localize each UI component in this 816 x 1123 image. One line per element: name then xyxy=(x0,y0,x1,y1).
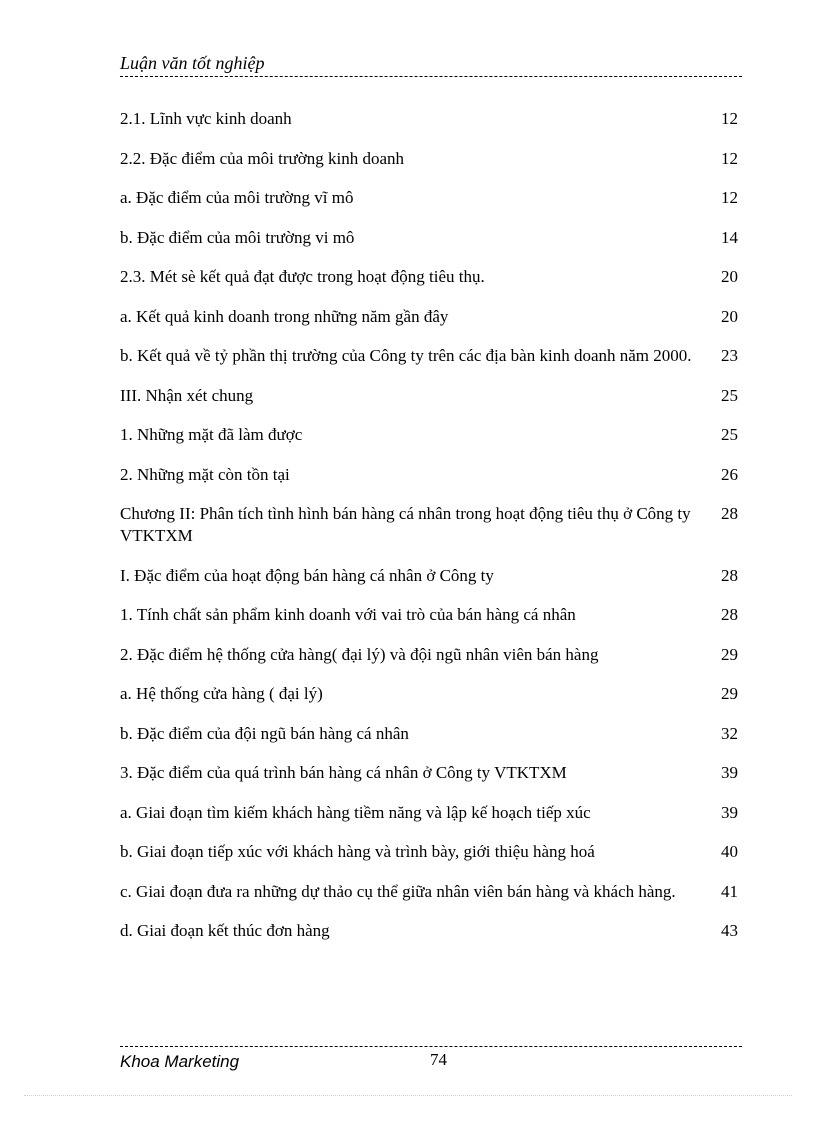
toc-entry-text: 1. Những mặt đã làm được xyxy=(120,425,303,444)
toc-entry xyxy=(120,266,740,288)
header-title: Luận văn tốt nghiệp xyxy=(120,53,265,73)
toc-entry xyxy=(120,503,740,547)
toc-entry-page: 29 xyxy=(721,684,738,703)
page-footer xyxy=(120,1046,742,1077)
toc-entry-text: III. Nhận xét chung xyxy=(120,385,254,405)
toc-entry-text: 2. Những mặt còn tồn tại xyxy=(120,464,290,484)
toc-entry-text: b. Giai đoạn tiếp xúc với khách hàng và trình bày, giới thiệu hàng hoá xyxy=(120,842,595,861)
toc-entry-page: 25 xyxy=(721,385,738,405)
footer-department: Khoa Marketing xyxy=(120,1052,240,1071)
toc-entry-text: a. Hệ thống cửa hàng ( đại lý) xyxy=(120,684,323,703)
page-bottom-divider xyxy=(24,1095,792,1096)
toc-entry-page: 25 xyxy=(721,425,738,444)
toc-entry xyxy=(120,565,740,587)
toc-entry-page: 41 xyxy=(721,881,738,901)
toc-entry-text: a. Kết quả kinh doanh trong những năm gần đây xyxy=(120,306,449,326)
toc-entry-page: 12 xyxy=(721,109,738,128)
toc-entry-text: d. Giai đoạn kết thúc đơn hàng xyxy=(120,921,330,940)
toc-entry xyxy=(120,723,740,745)
toc-entry-page: 14 xyxy=(721,227,738,247)
toc-entry-page: 40 xyxy=(721,842,738,861)
toc-entry-text: Chương II: Phân tích tình hình bán hàng cá nhân trong hoạt động tiêu thụ ở Công ty VTKTXM xyxy=(120,504,691,545)
toc-entry-page: 20 xyxy=(721,306,738,326)
toc-entry-page: 28 xyxy=(721,504,738,523)
toc-entry-page: 12 xyxy=(721,148,738,168)
toc-entry xyxy=(120,683,740,705)
toc-entry xyxy=(120,306,740,328)
toc-entry-page: 39 xyxy=(721,802,738,822)
toc-entry xyxy=(120,604,740,626)
toc-entry-page: 26 xyxy=(721,464,738,484)
toc-entry-text: b. Đặc điểm của môi trường vi mô xyxy=(120,227,355,247)
footer-page-number: 74 xyxy=(430,1050,447,1069)
toc-entry-page: 28 xyxy=(721,565,738,585)
toc-entry xyxy=(120,108,740,130)
toc-entry xyxy=(120,424,740,446)
toc-entry-text: 3. Đặc điểm của quá trình bán hàng cá nhân ở Công ty VTKTXM xyxy=(120,763,567,782)
toc-entry xyxy=(120,841,740,863)
toc-entry-text: 2.3. Mét sè kết quả đạt được trong hoạt động tiêu thụ. xyxy=(120,267,485,286)
toc-entry-text: a. Đặc điểm của môi trường vĩ mô xyxy=(120,188,354,207)
toc-entry xyxy=(120,920,740,942)
toc-entry-page: 32 xyxy=(721,723,738,743)
toc-entry xyxy=(120,187,740,209)
toc-entry-text: 1. Tính chất sản phẩm kinh doanh với vai trò của bán hàng cá nhân xyxy=(120,605,576,624)
toc-entry xyxy=(120,644,740,666)
toc-entry-page: 43 xyxy=(721,921,738,940)
toc-entry-text: 2. Đặc điểm hệ thống cửa hàng( đại lý) và đội ngũ nhân viên bán hàng xyxy=(120,644,599,664)
toc-entry-text: b. Đặc điểm của đội ngũ bán hàng cá nhân xyxy=(120,723,409,743)
toc-entry xyxy=(120,385,740,407)
table-of-contents xyxy=(120,108,740,960)
toc-entry-page: 23 xyxy=(721,346,738,365)
toc-entry-page: 29 xyxy=(721,644,738,664)
toc-entry-page: 39 xyxy=(721,763,738,782)
toc-entry-text: c. Giai đoạn đưa ra những dự thảo cụ thể giữa nhân viên bán hàng và khách hàng. xyxy=(120,881,676,901)
page-header xyxy=(120,52,742,77)
toc-entry-page: 20 xyxy=(721,267,738,286)
toc-entry-text: 2.2. Đặc điểm của môi trường kinh doanh xyxy=(120,148,405,168)
toc-entry-text: 2.1. Lĩnh vực kinh doanh xyxy=(120,109,292,128)
toc-entry xyxy=(120,881,740,903)
toc-entry-page: 12 xyxy=(721,188,738,207)
toc-entry xyxy=(120,345,740,367)
toc-entry xyxy=(120,762,740,784)
toc-entry xyxy=(120,227,740,249)
toc-entry xyxy=(120,802,740,824)
toc-entry-text: I. Đặc điểm của hoạt động bán hàng cá nhân ở Công ty xyxy=(120,565,494,585)
toc-entry-page: 28 xyxy=(721,605,738,624)
toc-entry xyxy=(120,464,740,486)
toc-entry xyxy=(120,148,740,170)
toc-entry-text: a. Giai đoạn tìm kiếm khách hàng tiềm năng và lập kế hoạch tiếp xúc xyxy=(120,802,591,822)
toc-entry-text: b. Kết quả về tỷ phần thị trường của Công ty trên các địa bàn kinh doanh năm 2000. xyxy=(120,346,692,365)
